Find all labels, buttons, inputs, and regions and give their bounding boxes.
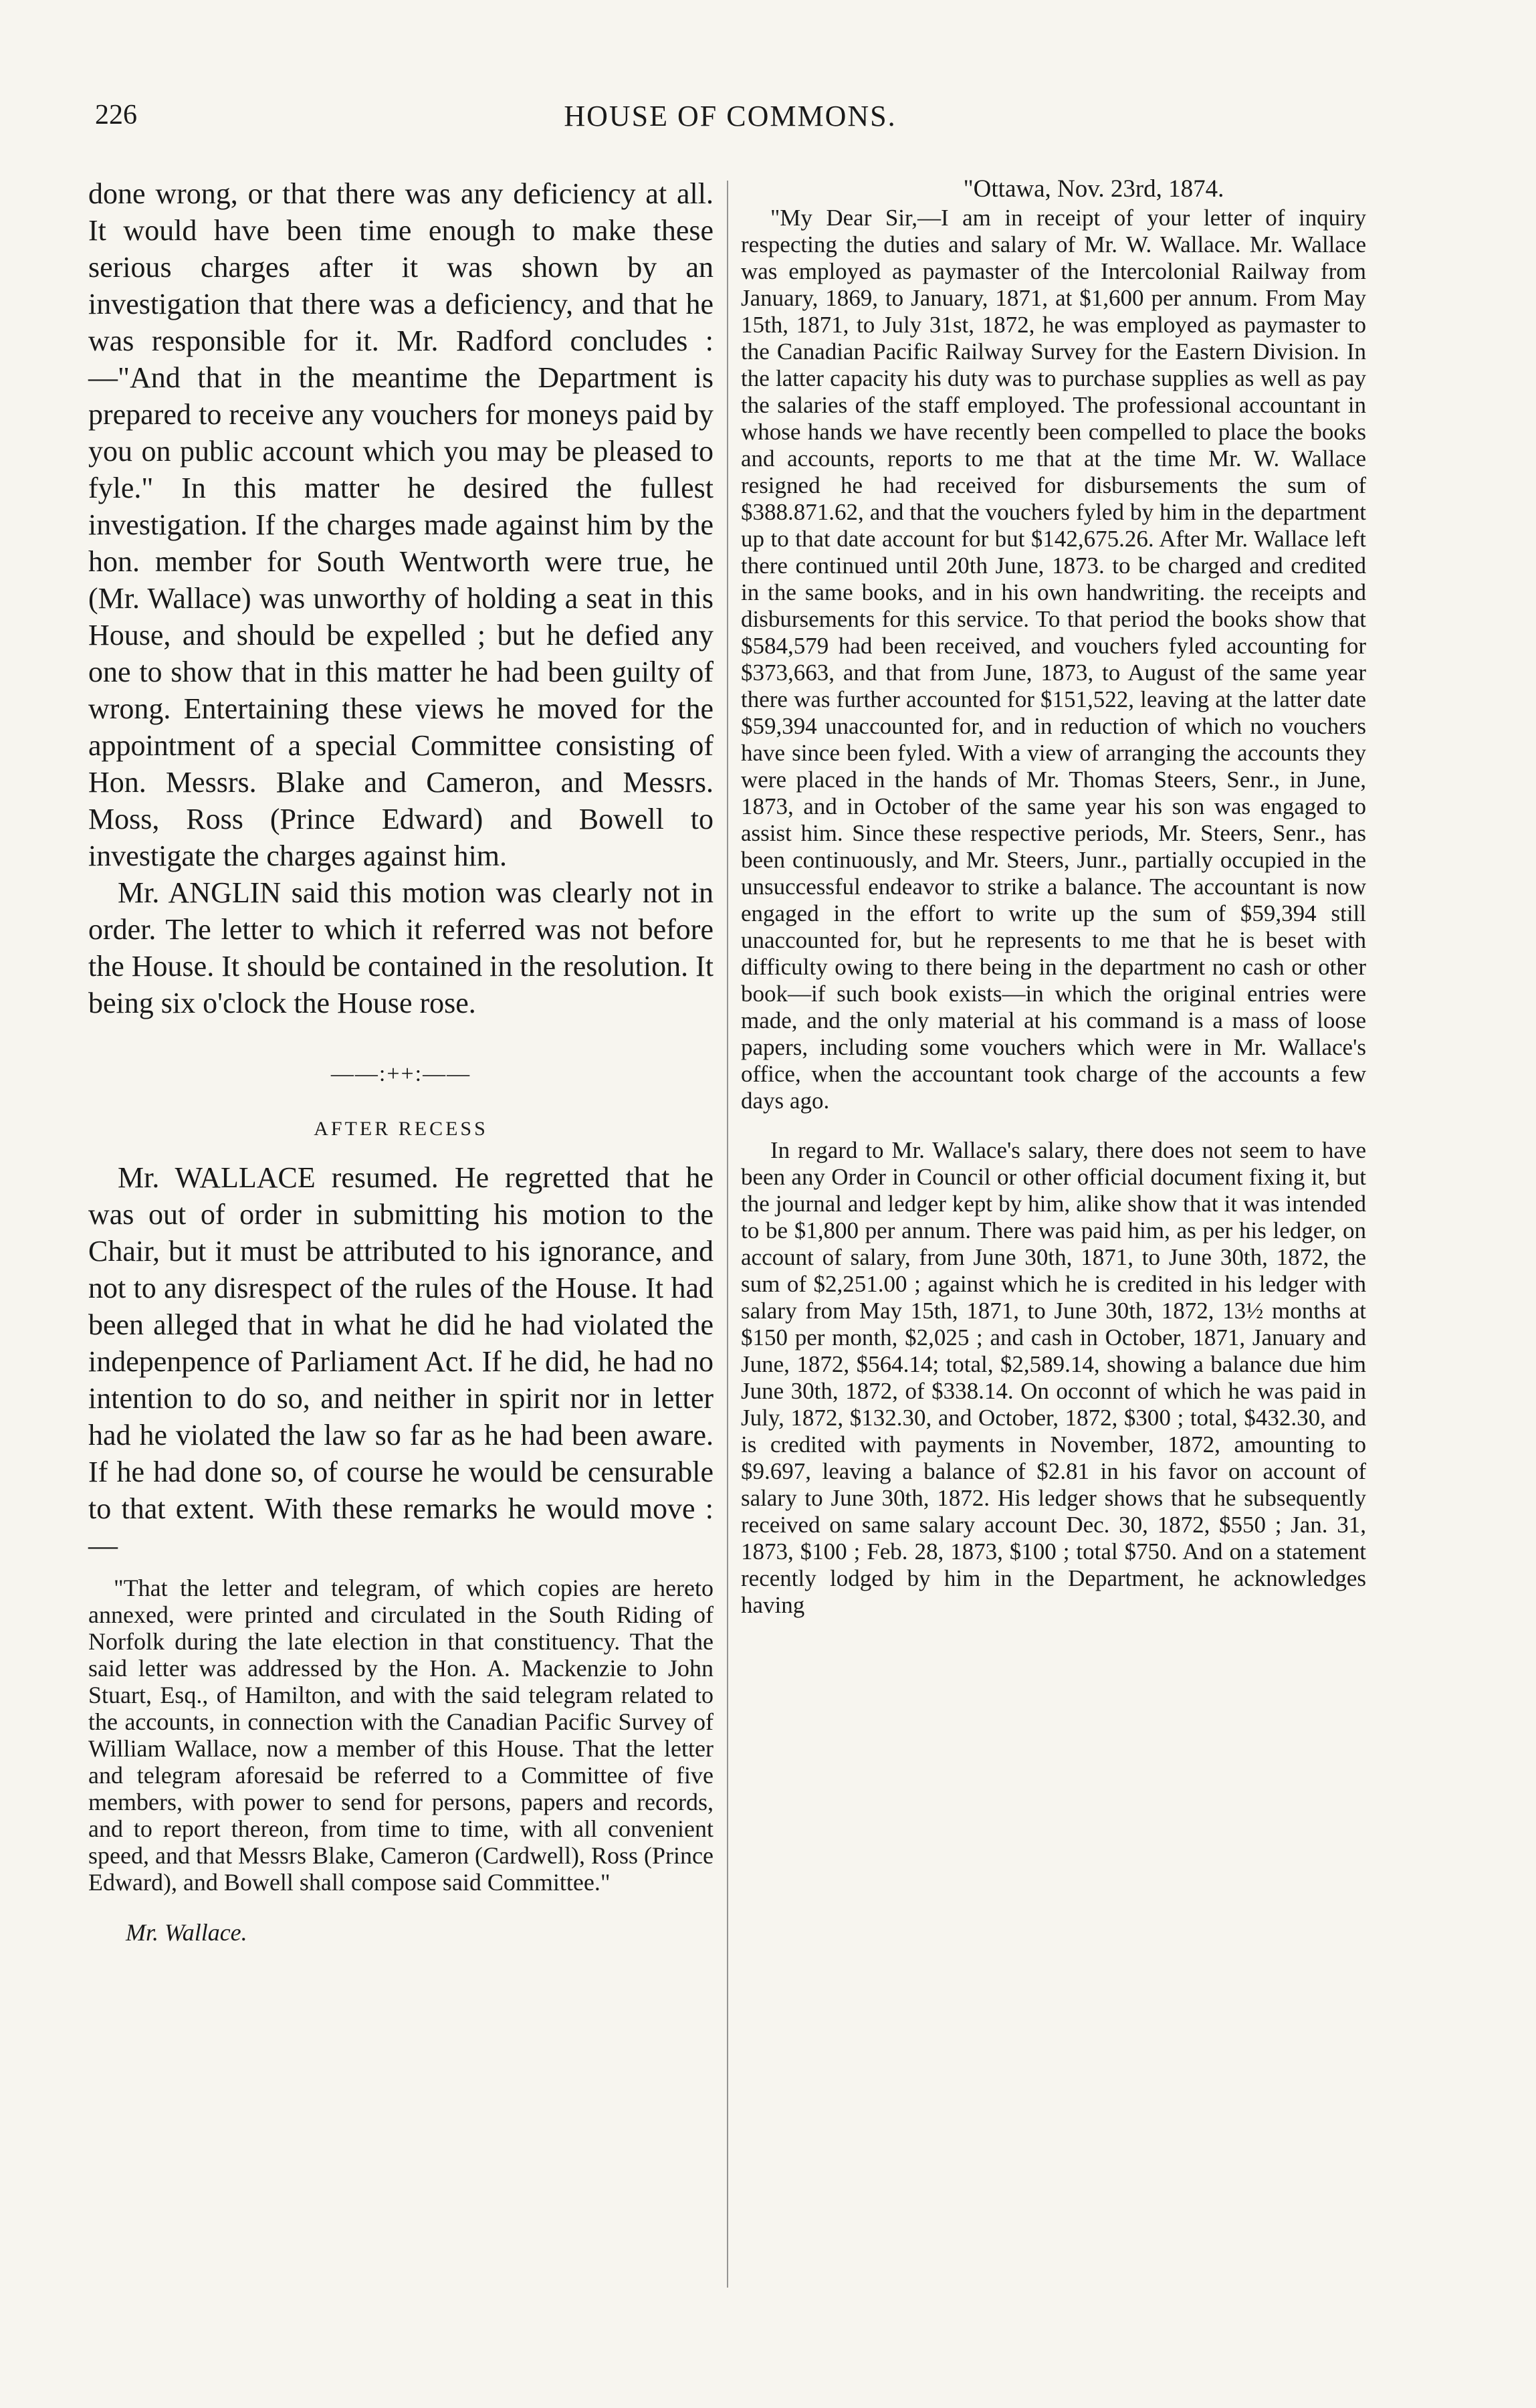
page-header (88, 99, 1372, 146)
letter-paragraph-2: In regard to Mr. Wallace's salary, there does not seem to have been any Order in Council or other official document fixing it, but the journal and ledger kept by him, alike show that it was intended to be $1,800 per annum. There was paid him, as per his ledger, on account of salary, from June 30th, 1871, to June 30th, 1872, the sum of $2,251.00 ; against which he is credited in his ledger with salary from May 15th, 1871, to June 30th, 1872, 13½ months at $150 per month, $2,025 ; and cash in October, 1871, January and June, 1872, $564.14; total, $2,589.14, showing a balance due him June 30th, 1872, of $338.14. On occonnt of which he was paid in July, 1872, $132.30, and October, 1872, $300 ; total, $432.30, and is credited with payments in November, 1872, amounting to $9.697, leaving a balance of $2.81 in his favor on account of salary to June 30th, 1872. His ledger shows that he subsequently received on same salary account Dec. 30, 1872, $550 ; Jan. 31, 1873, $100 ; Feb. 28, 1873, $100 ; total $750. And on a statement recently lodged by him in the Department, he acknowledges having (741, 1137, 1366, 1618)
section-heading: AFTER RECESS (314, 1118, 488, 1140)
section-separator: ——:++:—— (330, 1062, 471, 1086)
left-column (88, 175, 714, 1946)
page-number: 226 (95, 100, 137, 130)
wallace-resumed: Mr. WALLACE resumed. He regretted that he was out of order in submitting his motion to the Chair, but it must be attributed to his ignorance, and not to any disrespect of the rules of the House. It had been alleged that in what he did he had violated the indepenpence of Parliament Act. If he did, he had no intention to do so, and neither in spirit nor in letter had he violated the law so far as he had been aware. If he had done so, of course he would be censurable to that extent. With these remarks he would move :— (88, 1161, 714, 1562)
letter-paragraph-1: "My Dear Sir,—I am in receipt of your letter of inquiry respecting the duties and salary of Mr. W. Wallace. Mr. Wallace was employed as paymaster of the Intercolonial Railway from January, 1869, to January, 1871, at $1,600 per annum. From May 15th, 1871, to July 31st, 1872, he was employed as paymaster to the Canadian Pacific Railway Survey for the Eastern Division. In the latter capacity his duty was to purchase supplies as well as pay the salaries of the staff employed. The professional accountant in whose hands we have recently been compelled to place the books and accounts, reports to me that at the time Mr. W. Wallace resigned he had received for disbursements the sum of $388.871.62, and that the vouchers fyled by him in the department up to that date account for but $142,675.26. After Mr. Wallace left there continued until 20th June, 1873. to be charged and credited in the same books, and in his own handwriting. the receipts and disbursements for this service. To that period the books show that $584,579 had been received, and vouchers fyled accounting for $373,663, and that from June, 1873, to August of the same year there was further accounted for $151,522, leaving at the latter date $59,394 unaccounted for, and in reduction of which no vouchers have since been fyled. With a view of arranging the accounts they were placed in the hands of Mr. Thomas Steers, Senr., in June, 1873, and in October of the same year his son was engaged to assist him. Since these respective periods, Mr. Steers, Senr., has been continuously, and Mr. Steers, Junr., partially occupied in the unsuccessful endeavor to strike a balance. The accountant is now engaged in the effort to write up the sum of $59,394 still unaccounted for, but he represents to me that he is beset with difficulty owing to there being in the department no cash or other book—if such book exists—in which the original entries were made, and the only material at his command is a mass of loose papers, including some vouchers which were in Mr. Wallace's office, when the accountant took charge of the accounts a few days ago. (741, 205, 1366, 1114)
right-column (741, 175, 1366, 1619)
paragraph-gap (741, 1114, 1366, 1137)
anglin-remark: Mr. ANGLIN said this motion was clearly not in order. The letter to which it referred was not before the House. It should be contained in the resolution. It being six o'clock the House rose. (88, 876, 714, 1019)
column-divider (727, 181, 728, 2288)
running-head: HOUSE OF COMMONS. (564, 100, 897, 132)
letter-dateline: "Ottawa, Nov. 23rd, 1874. (963, 175, 1224, 203)
wallace-speech-continued: done wrong, or that there was any deficiency at all. It would have been time enough to make these serious charges after it was shown by an investigation that there was a deficiency, and that he was responsible for it. Mr. Radford concludes :—"And that in the meantime the Department is prepared to receive any vouchers for moneys paid by you on public account which you may be pleased to fyle." In this matter he desired the fullest investigation. If the charges made against him by the hon. member for South Wentworth were true, he (Mr. Wallace) was unworthy of holding a seat in this House, and should be expelled ; but he defied any one to show that in this matter he had been guilty of wrong. Entertaining these views he moved for the appointment of a special Committee consisting of Hon. Messrs. Blake and Cameron, and Messrs. Moss, Ross (Prince Edward) and Bowell to investigate the charges against him. (88, 177, 714, 872)
motion-quote: "That the letter and telegram, of which copies are hereto annexed, were printed and circulated in the South Riding of Norfolk during the late election in that constituency. That the said letter was addressed by the Hon. A. Mackenzie to John Stuart, Esq., of Hamilton, and with the said telegram related to the accounts, in connection with the Canadian Pacific Survey of William Wallace, now a member of this House. That the letter and telegram aforesaid be referred to a Committee of five members, with power to send for persons, papers and records, and to report thereon, from time to time, with all convenient speed, and that Messrs Blake, Cameron (Cardwell), Ross (Prince Edward), and Bowell shall compose said Committee." (88, 1575, 714, 1896)
motion-signature: Mr. Wallace. (126, 1919, 247, 1946)
